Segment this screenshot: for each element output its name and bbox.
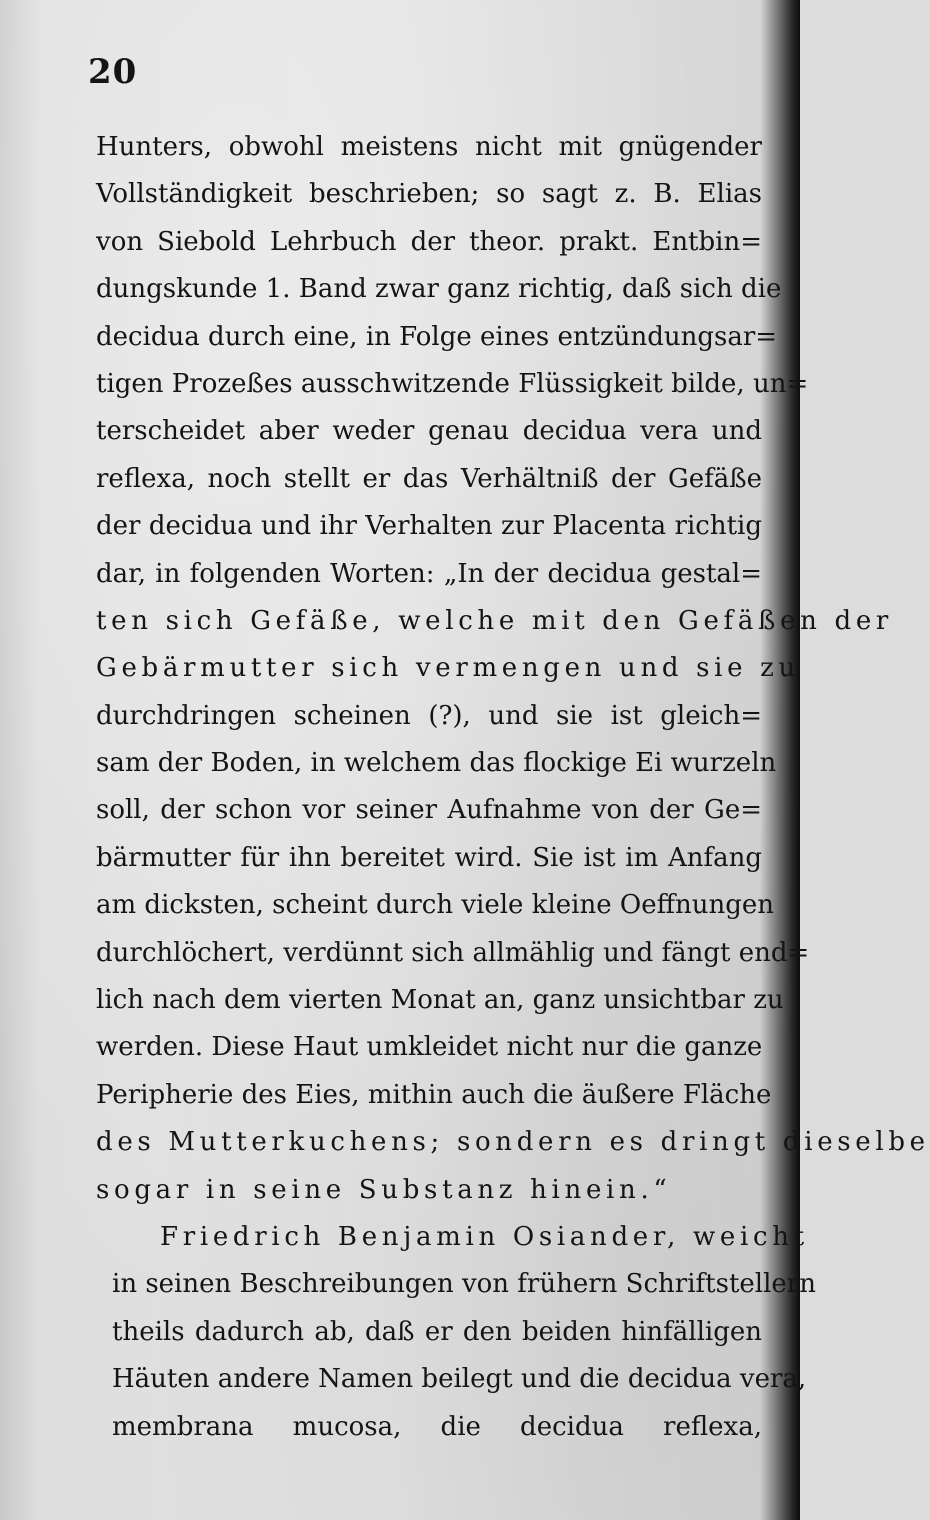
text-line: Peripherie des Eies, mithin auch die äußere Fläche bbox=[96, 1079, 772, 1110]
page-number: 20 bbox=[88, 52, 138, 92]
text-line: soll, der schon vor seiner Aufnahme von der Ge= bbox=[96, 795, 762, 826]
text-line: reflexa, noch stellt er das Verhältniß der Gefäße bbox=[96, 463, 762, 494]
text-line: Vollständigkeit beschrieben; so sagt z. B. Elias bbox=[96, 179, 762, 210]
text-line: durchdringen scheinen (?), und sie ist gleich= bbox=[96, 700, 762, 731]
text-line: lich nach dem vierten Monat an, ganz unsichtbar zu bbox=[96, 985, 784, 1016]
text-line: dungskunde 1. Band zwar ganz richtig, daß sich die bbox=[96, 274, 782, 305]
text-line: in seinen Beschreibungen von frühern Schriftstellern bbox=[112, 1269, 816, 1300]
text-line: Hunters, obwohl meistens nicht mit gnügender bbox=[96, 132, 762, 162]
text-line: des Mutterkuchens; sondern es dringt dieselbe bbox=[96, 1127, 930, 1158]
text-line: von Siebold Lehrbuch der theor. prakt. Entbin= bbox=[96, 226, 762, 257]
text-line: der decidua und ihr Verhalten zur Placenta richtig bbox=[96, 511, 762, 542]
text-line: dar, in folgenden Worten: „In der decidua gestal= bbox=[96, 558, 762, 589]
text-line: Gebärmutter sich vermengen und sie zu bbox=[96, 653, 800, 684]
text-line: theils dadurch ab, daß er den beiden hinfälligen bbox=[112, 1316, 762, 1347]
text-line: tigen Prozeßes ausschwitzende Flüssigkeit bilde, un= bbox=[96, 368, 809, 399]
text-line: decidua durch eine, in Folge eines entzündungsar= bbox=[96, 321, 778, 352]
text-line: Häuten andere Namen beilegt und die decidua vera, bbox=[112, 1364, 807, 1395]
text-line: ten sich Gefäße, welche mit den Gefäßen der bbox=[96, 605, 894, 636]
text-line: terscheidet aber weder genau decidua vera und bbox=[96, 416, 762, 447]
text-line: am dicksten, scheint durch viele kleine Oeffnungen bbox=[96, 890, 775, 921]
paragraph-start-line: Friedrich Benjamin Osiander, weicht bbox=[160, 1221, 809, 1252]
text-line: sogar in seine Substanz hinein.“ bbox=[96, 1174, 672, 1205]
text-line: bärmutter für ihn bereitet wird. Sie ist im Anfang bbox=[96, 842, 762, 873]
text-line: membrana mucosa, die decidua reflexa, bbox=[112, 1411, 762, 1442]
text-line: sam der Boden, in welchem das flockige Ei wurzeln bbox=[96, 748, 777, 779]
text-line: durchlöchert, verdünnt sich allmählig und fängt end= bbox=[96, 937, 810, 968]
text-line: werden. Diese Haut umkleidet nicht nur die ganze bbox=[96, 1032, 763, 1063]
body-text bbox=[96, 124, 930, 1451]
